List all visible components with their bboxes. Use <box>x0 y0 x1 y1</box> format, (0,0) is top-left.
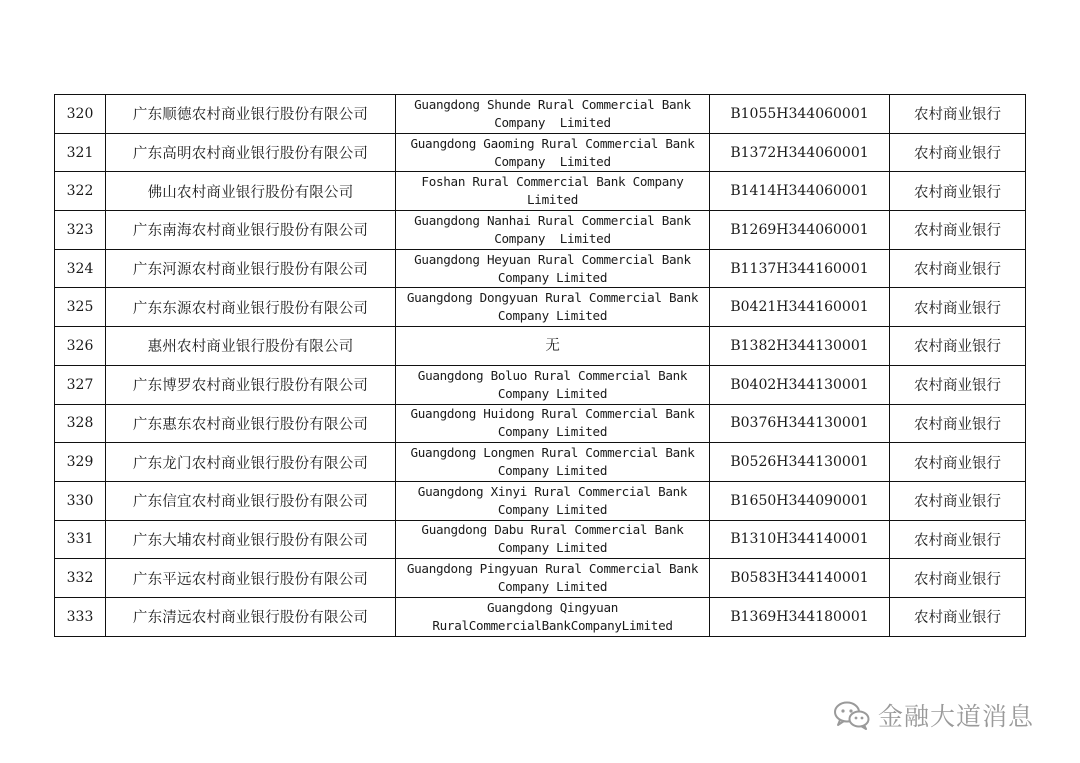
license-code: B0421H344160001 <box>710 288 890 327</box>
license-code: B1414H344060001 <box>710 172 890 211</box>
bank-name-chinese: 广东顺德农村商业银行股份有限公司 <box>106 95 396 134</box>
bank-name-english: 无 <box>396 327 710 366</box>
bank-name-english: Guangdong Boluo Rural Commercial Bank Company Limited <box>396 365 710 404</box>
table-row <box>55 520 1026 559</box>
bank-name-chinese: 惠州农村商业银行股份有限公司 <box>106 327 396 366</box>
table-row <box>55 365 1026 404</box>
bank-name-english: Guangdong Shunde Rural Commercial Bank Company Limited <box>396 95 710 134</box>
license-code: B1055H344060001 <box>710 95 890 134</box>
row-number: 327 <box>55 365 106 404</box>
bank-name-english: Guangdong Longmen Rural Commercial Bank Company Limited <box>396 443 710 482</box>
institution-type: 农村商业银行 <box>890 559 1026 598</box>
wechat-icon <box>832 700 872 730</box>
license-code: B1369H344180001 <box>710 597 890 636</box>
table-row <box>55 288 1026 327</box>
table-row <box>55 133 1026 172</box>
row-number: 325 <box>55 288 106 327</box>
table-row <box>55 95 1026 134</box>
bank-name-chinese: 佛山农村商业银行股份有限公司 <box>106 172 396 211</box>
row-number: 329 <box>55 443 106 482</box>
row-number: 328 <box>55 404 106 443</box>
row-number: 330 <box>55 481 106 520</box>
license-code: B1310H344140001 <box>710 520 890 559</box>
watermark-text: 金融大道消息 <box>878 702 1035 731</box>
table-row <box>55 481 1026 520</box>
institution-type: 农村商业银行 <box>890 443 1026 482</box>
bank-name-english: Guangdong Huidong Rural Commercial Bank Company Limited <box>396 404 710 443</box>
institution-type: 农村商业银行 <box>890 520 1026 559</box>
bank-name-chinese: 广东惠东农村商业银行股份有限公司 <box>106 404 396 443</box>
institution-type: 农村商业银行 <box>890 327 1026 366</box>
row-number: 326 <box>55 327 106 366</box>
institution-type: 农村商业银行 <box>890 133 1026 172</box>
institution-type: 农村商业银行 <box>890 288 1026 327</box>
bank-name-english: Guangdong Xinyi Rural Commercial Bank Company Limited <box>396 481 710 520</box>
institution-type: 农村商业银行 <box>890 597 1026 636</box>
license-code: B1650H344090001 <box>710 481 890 520</box>
bank-name-chinese: 广东龙门农村商业银行股份有限公司 <box>106 443 396 482</box>
row-number: 321 <box>55 133 106 172</box>
bank-name-chinese: 广东河源农村商业银行股份有限公司 <box>106 249 396 288</box>
row-number: 324 <box>55 249 106 288</box>
institution-type: 农村商业银行 <box>890 211 1026 250</box>
bank-name-chinese: 广东高明农村商业银行股份有限公司 <box>106 133 396 172</box>
table-row <box>55 172 1026 211</box>
row-number: 323 <box>55 211 106 250</box>
watermark <box>832 697 1034 733</box>
institution-type: 农村商业银行 <box>890 95 1026 134</box>
table-row <box>55 404 1026 443</box>
license-code: B1137H344160001 <box>710 249 890 288</box>
bank-name-english: Guangdong Qingyuan RuralCommercialBankCompanyLimited <box>396 597 710 636</box>
bank-name-english: Guangdong Heyuan Rural Commercial Bank Company Limited <box>396 249 710 288</box>
row-number: 332 <box>55 559 106 598</box>
license-code: B1372H344060001 <box>710 133 890 172</box>
registry-table-body <box>55 95 1026 637</box>
bank-name-chinese: 广东清远农村商业银行股份有限公司 <box>106 597 396 636</box>
bank-name-chinese: 广东信宜农村商业银行股份有限公司 <box>106 481 396 520</box>
table-row <box>55 249 1026 288</box>
bank-name-chinese: 广东博罗农村商业银行股份有限公司 <box>106 365 396 404</box>
bank-name-chinese: 广东大埔农村商业银行股份有限公司 <box>106 520 396 559</box>
institution-type: 农村商业银行 <box>890 404 1026 443</box>
license-code: B0376H344130001 <box>710 404 890 443</box>
bank-name-english: Guangdong Gaoming Rural Commercial Bank Company Limited <box>396 133 710 172</box>
bank-name-english: Guangdong Dongyuan Rural Commercial Bank Company Limited <box>396 288 710 327</box>
bank-name-chinese: 广东平远农村商业银行股份有限公司 <box>106 559 396 598</box>
license-code: B1269H344060001 <box>710 211 890 250</box>
bank-name-english: Guangdong Dabu Rural Commercial Bank Company Limited <box>396 520 710 559</box>
bank-name-chinese: 广东南海农村商业银行股份有限公司 <box>106 211 396 250</box>
institution-type: 农村商业银行 <box>890 365 1026 404</box>
license-code: B0526H344130001 <box>710 443 890 482</box>
institution-type: 农村商业银行 <box>890 172 1026 211</box>
bank-name-english: Foshan Rural Commercial Bank Company Limited <box>396 172 710 211</box>
row-number: 320 <box>55 95 106 134</box>
table-row <box>55 327 1026 366</box>
table-row <box>55 211 1026 250</box>
row-number: 333 <box>55 597 106 636</box>
table-row <box>55 443 1026 482</box>
institution-type: 农村商业银行 <box>890 481 1026 520</box>
row-number: 331 <box>55 520 106 559</box>
institution-type: 农村商业银行 <box>890 249 1026 288</box>
license-code: B0402H344130001 <box>710 365 890 404</box>
license-code: B1382H344130001 <box>710 327 890 366</box>
license-code: B0583H344140001 <box>710 559 890 598</box>
bank-registry-table <box>54 94 1026 637</box>
table-row <box>55 559 1026 598</box>
bank-name-english: Guangdong Pingyuan Rural Commercial Bank Company Limited <box>396 559 710 598</box>
bank-name-english: Guangdong Nanhai Rural Commercial Bank Company Limited <box>396 211 710 250</box>
row-number: 322 <box>55 172 106 211</box>
bank-name-chinese: 广东东源农村商业银行股份有限公司 <box>106 288 396 327</box>
table-row <box>55 597 1026 636</box>
